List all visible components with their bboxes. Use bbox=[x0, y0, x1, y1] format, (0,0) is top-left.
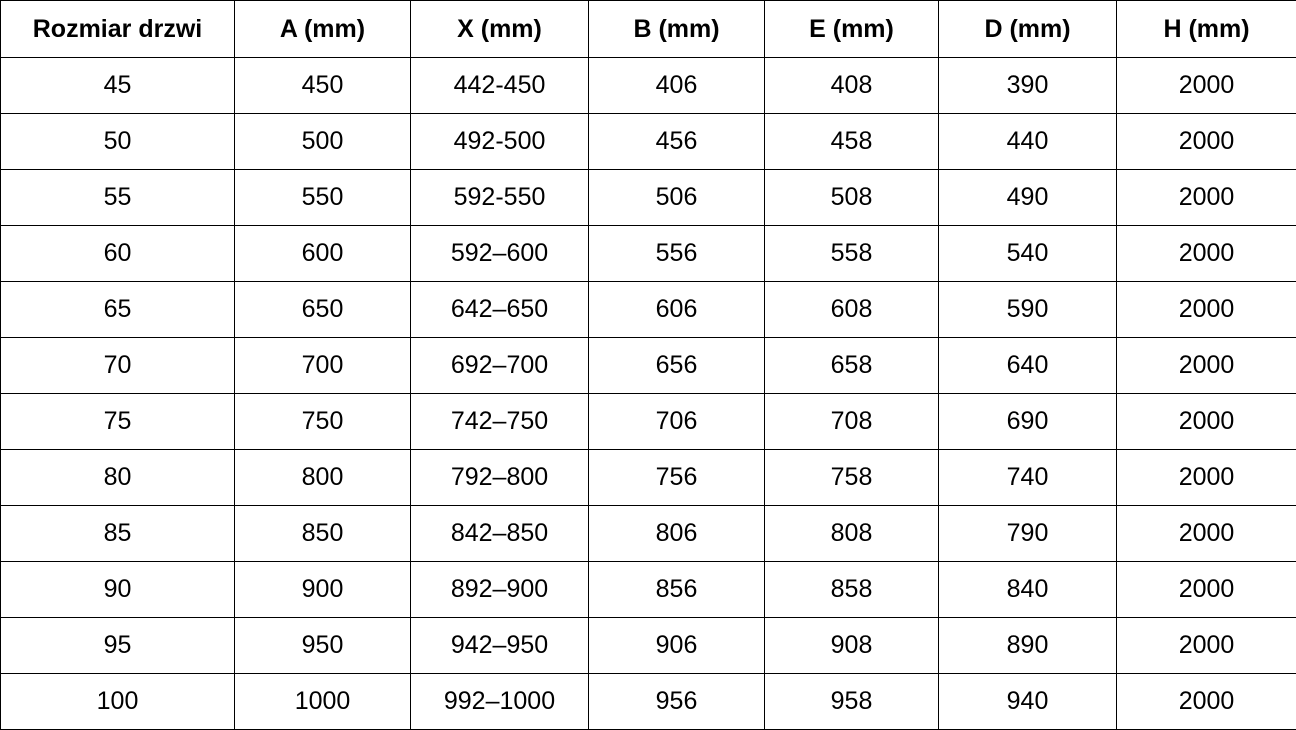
table-row bbox=[1, 674, 1296, 730]
table-cell: 692–700 bbox=[411, 338, 589, 394]
table-cell: 2000 bbox=[1117, 170, 1296, 226]
table-row bbox=[1, 562, 1296, 618]
table-row bbox=[1, 338, 1296, 394]
table-cell: 45 bbox=[1, 58, 235, 114]
table-cell: 940 bbox=[939, 674, 1117, 730]
table-cell: 506 bbox=[589, 170, 765, 226]
table-cell: 2000 bbox=[1117, 506, 1296, 562]
table-cell: 500 bbox=[235, 114, 411, 170]
table-cell: 2000 bbox=[1117, 338, 1296, 394]
table-cell: 75 bbox=[1, 394, 235, 450]
table-cell: 758 bbox=[765, 450, 939, 506]
table-cell: 2000 bbox=[1117, 450, 1296, 506]
table-cell: 800 bbox=[235, 450, 411, 506]
table-cell: 900 bbox=[235, 562, 411, 618]
table-cell: 85 bbox=[1, 506, 235, 562]
table-cell: 756 bbox=[589, 450, 765, 506]
table-cell: 706 bbox=[589, 394, 765, 450]
table-cell: 892–900 bbox=[411, 562, 589, 618]
column-header-0: Rozmiar drzwi bbox=[1, 1, 235, 58]
table-cell: 2000 bbox=[1117, 562, 1296, 618]
table-cell: 700 bbox=[235, 338, 411, 394]
table-cell: 456 bbox=[589, 114, 765, 170]
column-header-2: X (mm) bbox=[411, 1, 589, 58]
table-cell: 992–1000 bbox=[411, 674, 589, 730]
table-cell: 2000 bbox=[1117, 282, 1296, 338]
table-cell: 740 bbox=[939, 450, 1117, 506]
table-cell: 590 bbox=[939, 282, 1117, 338]
table-cell: 840 bbox=[939, 562, 1117, 618]
table-cell: 490 bbox=[939, 170, 1117, 226]
table-row bbox=[1, 282, 1296, 338]
table-row bbox=[1, 170, 1296, 226]
table-cell: 440 bbox=[939, 114, 1117, 170]
table-cell: 742–750 bbox=[411, 394, 589, 450]
table-cell: 942–950 bbox=[411, 618, 589, 674]
table-cell: 842–850 bbox=[411, 506, 589, 562]
table-cell: 550 bbox=[235, 170, 411, 226]
table-cell: 55 bbox=[1, 170, 235, 226]
table-cell: 408 bbox=[765, 58, 939, 114]
table-cell: 650 bbox=[235, 282, 411, 338]
table-cell: 592-550 bbox=[411, 170, 589, 226]
table-cell: 790 bbox=[939, 506, 1117, 562]
table-cell: 540 bbox=[939, 226, 1117, 282]
table-cell: 556 bbox=[589, 226, 765, 282]
table-cell: 406 bbox=[589, 58, 765, 114]
column-header-6: H (mm) bbox=[1117, 1, 1296, 58]
table-row bbox=[1, 58, 1296, 114]
table-cell: 508 bbox=[765, 170, 939, 226]
table-cell: 708 bbox=[765, 394, 939, 450]
table-row bbox=[1, 618, 1296, 674]
table-row bbox=[1, 226, 1296, 282]
table-cell: 750 bbox=[235, 394, 411, 450]
column-header-1: A (mm) bbox=[235, 1, 411, 58]
table-cell: 442-450 bbox=[411, 58, 589, 114]
table-cell: 640 bbox=[939, 338, 1117, 394]
table-cell: 956 bbox=[589, 674, 765, 730]
table-cell: 2000 bbox=[1117, 114, 1296, 170]
table-cell: 80 bbox=[1, 450, 235, 506]
table-cell: 908 bbox=[765, 618, 939, 674]
table-row bbox=[1, 114, 1296, 170]
table-cell: 950 bbox=[235, 618, 411, 674]
table-cell: 690 bbox=[939, 394, 1117, 450]
column-header-4: E (mm) bbox=[765, 1, 939, 58]
table-cell: 100 bbox=[1, 674, 235, 730]
table-row bbox=[1, 394, 1296, 450]
table-cell: 2000 bbox=[1117, 674, 1296, 730]
table-row bbox=[1, 506, 1296, 562]
table-cell: 808 bbox=[765, 506, 939, 562]
table-cell: 856 bbox=[589, 562, 765, 618]
table-row bbox=[1, 450, 1296, 506]
table-cell: 890 bbox=[939, 618, 1117, 674]
table-cell: 658 bbox=[765, 338, 939, 394]
table-cell: 600 bbox=[235, 226, 411, 282]
table-cell: 458 bbox=[765, 114, 939, 170]
column-header-3: B (mm) bbox=[589, 1, 765, 58]
table-header-row bbox=[1, 1, 1296, 58]
table-cell: 1000 bbox=[235, 674, 411, 730]
table-cell: 390 bbox=[939, 58, 1117, 114]
table-cell: 90 bbox=[1, 562, 235, 618]
table-cell: 792–800 bbox=[411, 450, 589, 506]
table-cell: 806 bbox=[589, 506, 765, 562]
table-cell: 2000 bbox=[1117, 58, 1296, 114]
table-body bbox=[1, 58, 1296, 730]
table-cell: 656 bbox=[589, 338, 765, 394]
table-cell: 592–600 bbox=[411, 226, 589, 282]
table-cell: 606 bbox=[589, 282, 765, 338]
table-cell: 2000 bbox=[1117, 226, 1296, 282]
table-cell: 70 bbox=[1, 338, 235, 394]
table-cell: 608 bbox=[765, 282, 939, 338]
table-cell: 858 bbox=[765, 562, 939, 618]
table-cell: 450 bbox=[235, 58, 411, 114]
table-header bbox=[1, 1, 1296, 58]
table-cell: 95 bbox=[1, 618, 235, 674]
table-cell: 958 bbox=[765, 674, 939, 730]
table-cell: 50 bbox=[1, 114, 235, 170]
table-cell: 850 bbox=[235, 506, 411, 562]
table-cell: 2000 bbox=[1117, 618, 1296, 674]
table-cell: 2000 bbox=[1117, 394, 1296, 450]
table-cell: 906 bbox=[589, 618, 765, 674]
table-cell: 492-500 bbox=[411, 114, 589, 170]
column-header-5: D (mm) bbox=[939, 1, 1117, 58]
table-cell: 65 bbox=[1, 282, 235, 338]
table-cell: 642–650 bbox=[411, 282, 589, 338]
table-cell: 558 bbox=[765, 226, 939, 282]
table-cell: 60 bbox=[1, 226, 235, 282]
